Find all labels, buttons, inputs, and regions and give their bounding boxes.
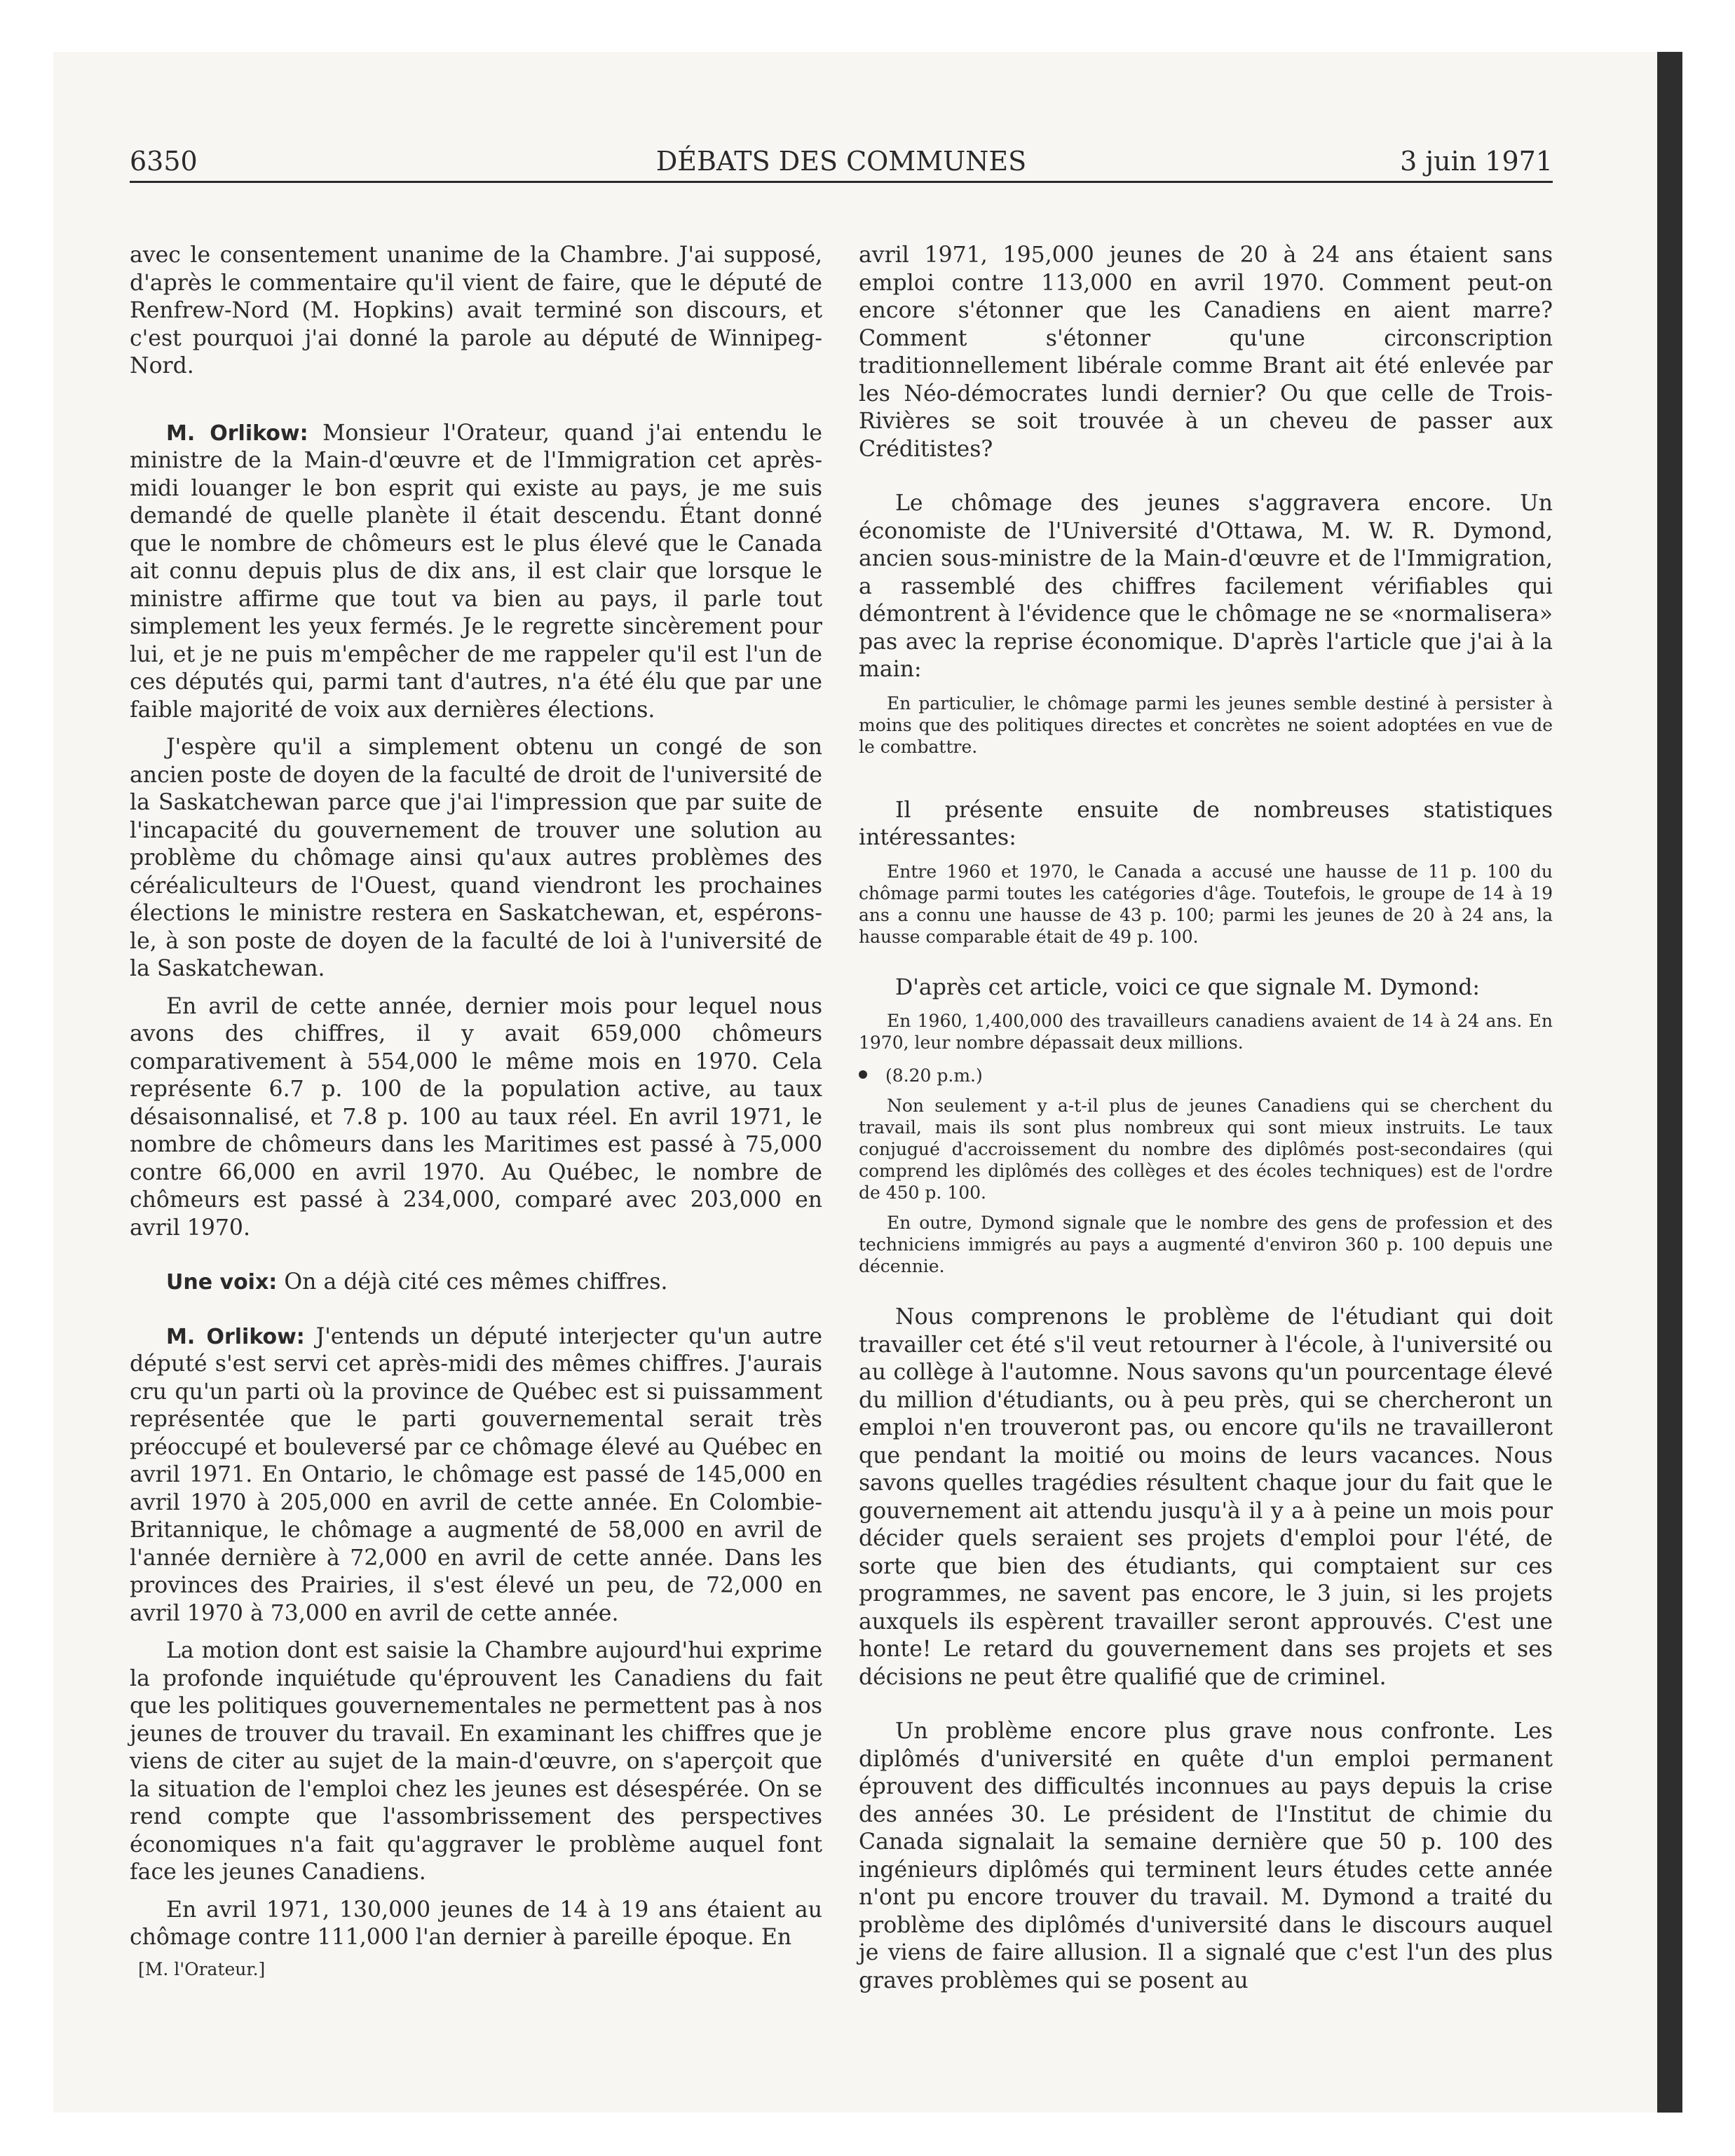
speech-paragraph: [130, 420, 822, 725]
paragraph: Le chômage des jeunes s'aggravera encore. Un économiste de l'Université d'Ottawa, M. W. R. Dymond, ancien sous-ministre de la Main-d'œuvre et de l'Immigration, a rassemblé des chiffres facilement vérifiables qui démontrent à l'évidence que le chômage ne se «normalisera» pas avec la reprise économique. D'après l'article que j'ai à la main:: [859, 491, 1553, 682]
speech-text: J'entends un député interjecter qu'un autre député s'est servi cet après-midi des mêmes chiffres. J'aurais cru qu'un parti où la province de Québec est si puissamment représentée que le parti gouvernemental serait très préoccupé et bouleversé par ce chômage élevé au Québec en avril 1971. En Ontario, le chômage est passé de 145,000 en avril 1970 à 205,000 en avril de cette année. En Colombie-Britannique, le chômage a augmenté de 58,000 en avril de l'année dernière à 72,000 en avril de cette année. Dans les provinces des Prairies, il s'est élevé un peu, de 72,000 en avril 1970 à 73,000 en avril de cette année.: [130, 1323, 822, 1626]
page-date: 3 juin 1971: [1400, 146, 1553, 177]
right-column: [859, 242, 1553, 1995]
paragraph: avec le consentement unanime de la Chambre. J'ai supposé, d'après le commentaire qu'il vient de faire, que le député de Renfrew-Nord (M. Hopkins) avait terminé son discours, et c'est pourquoi j'ai donné la parole au député de Winnipeg-Nord.: [130, 243, 822, 378]
paragraph: Un problème encore plus grave nous confronte. Les diplômés d'université en quête d'un emploi permanent éprouvent des difficultés inconnues au pays depuis la crise des années 30. Le président de l'Institut de chimie du Canada signalait la semaine dernière que 50 p. 100 des ingénieurs diplômés qui terminent leurs études cette année n'ont pu encore trouver du travail. M. Dymond a traité du problème des diplômés d'université dans le discours auquel je viens de faire allusion. Il a signalé que c'est l'un des plus graves problèmes qui se posent au: [859, 1719, 1553, 1993]
page-number: 6350: [130, 146, 198, 177]
paragraph: En avril de cette année, dernier mois pour lequel nous avons des chiffres, il y avait 659,000 chômeurs comparativement à 554,000 le même mois en 1970. Cela représente 6.7 p. 100 de la population active, au taux désaisonnalisé, et 7.8 p. 100 au taux réel. En avril 1971, le nombre de chômeurs dans les Maritimes est passé à 75,000 contre 66,000 en avril 1970. Au Québec, le nombre de chômeurs est passé à 234,000, comparé avec 203,000 en avril 1970.: [130, 993, 822, 1241]
paragraph: Il présente ensuite de nombreuses statistiques intéressantes:: [859, 797, 1553, 850]
quote-text: Non seulement y a-t-il plus de jeunes Canadiens qui se cherchent du travail, mais ils sont plus nombreux qui sont mieux instruits. Le taux conjugué d'accroissement du nombre des diplômés post-secondaires (qui comprend les diplômés des collèges et des écoles techniques) est de l'ordre de 450 p. 100.: [859, 1096, 1553, 1203]
timestamp: (8.20 p.m.): [885, 1065, 983, 1086]
speech-text: On a déjà cité ces mêmes chiffres.: [277, 1269, 668, 1295]
quote-text: En 1960, 1,400,000 des travailleurs canadiens avaient de 14 à 24 ans. En 1970, leur nombre dépassait deux millions.: [859, 1011, 1553, 1053]
speaker-attribution: [M. l'Orateur.]: [138, 1958, 266, 1979]
quote-text: Entre 1960 et 1970, le Canada a accusé une hausse de 11 p. 100 du chômage parmi toutes les catégories d'âge. Toutefois, le groupe de 14 à 19 ans a connu une hausse de 43 p. 100; parmi les jeunes de 20 à 24 ans, la hausse comparable était de 49 p. 100.: [859, 861, 1553, 947]
page-header: [130, 144, 1553, 179]
speaker-name: M. Orlikow:: [166, 421, 308, 446]
header-rule: [130, 181, 1553, 183]
bullet-icon: [859, 1070, 867, 1079]
speaker-name: M. Orlikow:: [166, 1324, 305, 1349]
paragraph: Nous comprenons le problème de l'étudiant qui doit travailler cet été s'il veut retourner à l'école, à l'université ou au collège à l'automne. Nous savons qu'un pourcentage élevé du million d'étudiants, ou à peu près, qui se chercheront un emploi n'en trouveront pas, ou encore qu'ils ne travailleront que pendant la moitié ou moins de leurs vacances. Nous savons quelles tragédies résultent chaque jour du fait que le gouvernement ait attendu jusqu'à il y a à peine un mois pour décider quels seraient ses projets d'emploi pour l'été, de sorte que bien des étudiants, qui comptaient sur ces programmes, ne savent pas encore, le 3 juin, si les projets auxquels ils espèrent travailler seront approuvés. C'est une honte! Le retard du gouvernement dans ses projets et ses décisions ne peut être qualifié que de criminel.: [859, 1304, 1553, 1690]
block-quote: [859, 1010, 1553, 1053]
block-quote: [859, 1095, 1553, 1277]
quote-text: En particulier, le chômage parmi les jeunes semble destiné à persister à moins que des politiques directes et concrètes ne soient adoptées en vue de le combattre.: [859, 692, 1553, 757]
paragraph: avril 1971, 195,000 jeunes de 20 à 24 ans étaient sans emploi contre 113,000 en avril 1970. Comment peut-on encore s'étonner que les Canadiens en aient marre? Comment s'étonner qu'une circonscription traditionnellement libérale comme Brant ait été enlevée par les Néo-démocrates lundi dernier? Ou que celle de Trois-Rivières se soit trouvée à un cheveu de passer aux Créditistes?: [859, 243, 1553, 462]
speech-paragraph: [130, 1323, 822, 1628]
paragraph: La motion dont est saisie la Chambre aujourd'hui exprime la profonde inquiétude qu'éprouvent les Canadiens du fait que les politiques gouvernementales ne permettent pas à nos jeunes de trouver du travail. En examinant les chiffres que je viens de citer au sujet de la main-d'œuvre, on s'aperçoit que la situation de l'emploi chez les jeunes est désespérée. On se rend compte que l'assombrissement des perspectives économiques n'a fait qu'aggraver le problème auquel font face les jeunes Canadiens.: [130, 1638, 822, 1885]
paragraph: J'espère qu'il a simplement obtenu un congé de son ancien poste de doyen de la faculté de droit de l'université de la Saskatchewan parce que j'ai l'impression que par suite de l'incapacité du gouvernement de trouver une solution au problème du chômage ainsi qu'aux autres problèmes des céréaliculteurs de l'Ouest, quand viendront les prochaines élections le ministre restera en Saskatchewan, et, espérons-le, à son poste de doyen de la faculté de loi à l'université de la Saskatchewan.: [130, 735, 822, 981]
block-quote: [859, 692, 1553, 758]
speech-paragraph: [130, 1269, 822, 1297]
left-column: [130, 242, 822, 1981]
publication-title: DÉBATS DES COMMUNES: [655, 146, 1027, 177]
block-quote: [859, 861, 1553, 948]
speech-text: Monsieur l'Orateur, quand j'ai entendu le ministre de la Main-d'œuvre et de l'Immigration cet après-midi louanger le bon esprit qui existe au pays, je me suis demandé de quelle planète il était descendu. Étant donné que le nombre de chômeurs est le plus élevé que le Canada ait connu depuis plus de dix ans, il est clair que lorsque le ministre affirme que tout va bien au pays, il parle tout simplement les yeux fermés. Je le regrette sincèrement pour lui, et je ne puis m'empêcher de me rappeler qu'il est l'un de ces députés qui, parmi tant d'autres, n'a été élu que par une faible majorité de voix aux dernières élections.: [130, 420, 822, 723]
paragraph: D'après cet article, voici ce que signale M. Dymond:: [895, 974, 1481, 1000]
timestamp-line: [859, 1065, 1553, 1086]
speaker-name: Une voix:: [166, 1270, 278, 1295]
scan-edge-bar: [1657, 52, 1682, 2113]
paragraph: En avril 1971, 130,000 jeunes de 14 à 19 ans étaient au chômage contre 111,000 l'an dernier à pareille époque. En: [130, 1897, 822, 1950]
quote-text: En outre, Dymond signale que le nombre des gens de profession et des techniciens immigrés au pays a augmenté d'environ 360 p. 100 depuis une décennie.: [859, 1213, 1553, 1276]
